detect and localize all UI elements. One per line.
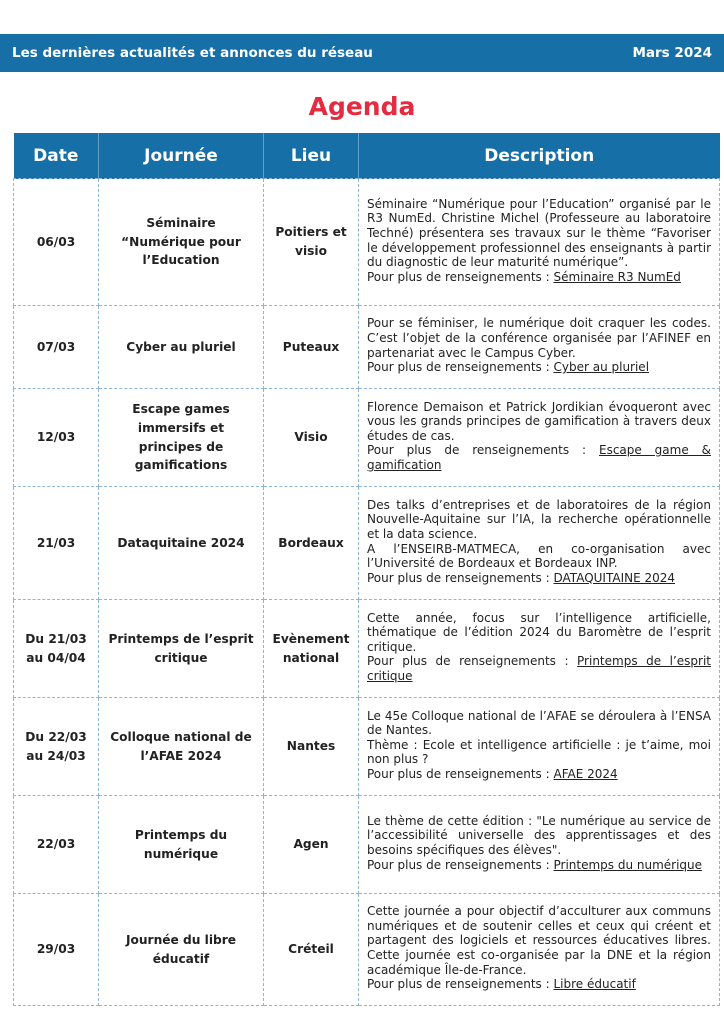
table-row [14,306,720,389]
info-link[interactable]: Séminaire R3 NumEd [553,269,681,284]
row-date: 21/03 [14,487,99,600]
info-line [367,360,711,375]
description-text: Le 45e Colloque national de l’AFAE se déroulera à l’ENSA de Nantes. [367,708,711,738]
table-row [14,487,720,600]
row-event: Dataquitaine 2024 [99,487,264,600]
row-date: Du 22/03 au 24/03 [14,698,99,796]
column-header-event: Journée [99,133,264,179]
row-place: Agen [264,796,359,894]
description-text: Florence Demaison et Patrick Jordikian évoqueront avec vous les grands principes de gamification à travers deux études de cas. [367,399,711,443]
row-description [359,179,720,306]
row-event: Séminaire “Numérique pour l’Education [99,179,264,306]
row-date: 12/03 [14,389,99,487]
row-event: Printemps du numérique [99,796,264,894]
row-date: 22/03 [14,796,99,894]
row-date: 06/03 [14,179,99,306]
row-event: Colloque national de l’AFAE 2024 [99,698,264,796]
agenda-table [13,133,720,1006]
info-prefix: Pour plus de renseignements : [367,360,554,375]
row-place: Bordeaux [264,487,359,600]
row-description [359,796,720,894]
header-bar [0,34,724,72]
column-header-place: Lieu [264,133,359,179]
description-text: Cette année, focus sur l’intelligence artificielle, thématique de l’édition 2024 du Baromètre de l’esprit critique. [367,610,711,654]
row-date: Du 21/03 au 04/04 [14,600,99,698]
row-place: Nantes [264,698,359,796]
info-line [367,443,711,472]
table-row [14,389,720,487]
description-text-2: A l’ENSEIRB-MATMECA, en co-organisation avec l’Université de Bordeaux et Bordeaux INP. [367,541,711,571]
row-place: Puteaux [264,306,359,389]
table-row [14,179,720,306]
row-event: Printemps de l’esprit critique [99,600,264,698]
row-description [359,306,720,389]
row-place: Poitiers et visio [264,179,359,306]
row-event: Journée du libre éducatif [99,894,264,1006]
row-description [359,698,720,796]
info-link[interactable]: DATAQUITAINE 2024 [553,570,676,585]
info-prefix: Pour plus de renseignements : [367,766,554,781]
info-line [367,767,711,782]
row-date: 07/03 [14,306,99,389]
info-prefix: Pour plus de renseignements : [367,654,578,669]
column-header-date: Date [14,133,99,179]
description-text: Le thème de cette édition : "Le numérique au service de l’accessibilité universelle des apprentissages et des besoins spécifiques des élèves". [367,813,711,857]
info-link[interactable]: Printemps du numérique [553,857,703,872]
info-line [367,270,711,285]
header-date: Mars 2024 [632,45,712,61]
table-row [14,796,720,894]
info-line [367,571,711,586]
info-line [367,977,711,992]
description-text: Des talks d’entreprises et de laboratoires de la région Nouvelle-Aquitaine sur l’IA, la recherche opérationnelle et la data science. [367,497,711,541]
info-link[interactable]: Libre éducatif [553,977,636,992]
row-description [359,389,720,487]
header-title: Les dernières actualités et annonces du réseau [12,45,373,61]
table-header-row [14,133,720,179]
row-place: Evènement national [264,600,359,698]
info-link[interactable]: AFAE 2024 [553,766,618,781]
page-title: Agenda [308,92,416,121]
info-link[interactable]: Printemps de l’esprit critique [367,654,711,683]
info-prefix: Pour plus de renseignements : [367,857,554,872]
row-event: Cyber au pluriel [99,306,264,389]
row-place: Créteil [264,894,359,1006]
info-prefix: Pour plus de renseignements : [367,570,554,585]
info-link[interactable]: Cyber au pluriel [553,360,650,375]
description-text-2: Thème : Ecole et intelligence artificielle : je t’aime, moi non plus ? [367,737,711,767]
description-text: Pour se féminiser, le numérique doit craquer les codes. C’est l’objet de la conférence organisée par l’AFINEF en partenariat avec le Campus Cyber. [367,316,711,360]
row-description [359,600,720,698]
info-prefix: Pour plus de renseignements : [367,977,554,992]
table-row [14,698,720,796]
description-text: Séminaire “Numérique pour l’Education” organisé par le R3 NumEd. Christine Michel (Professeure au laboratoire Techné) présentera ses travaux sur le thème “Favoriser le développement professionnel des enseignants à partir du diagnostic de leur maturité numérique”. [367,196,711,270]
description-text: Cette journée a pour objectif d’acculturer aux communs numériques et de soutenir celles et ceux qui créent et partagent des logiciels et ressources éducatives libres. Cette journée est co-organisée par la DNE et la région académique Île-de-France. [367,904,711,977]
column-header-description: Description [359,133,720,179]
row-place: Visio [264,389,359,487]
row-description [359,487,720,600]
row-event: Escape games immersifs et principes de gamifications [99,389,264,487]
info-link[interactable]: Escape game & gamification [367,443,711,472]
info-prefix: Pour plus de renseignements : [367,269,554,284]
info-line [367,858,711,873]
row-date: 29/03 [14,894,99,1006]
row-description [359,894,720,1006]
info-line [367,654,711,683]
table-row [14,894,720,1006]
table-row [14,600,720,698]
info-prefix: Pour plus de renseignements : [367,443,599,458]
